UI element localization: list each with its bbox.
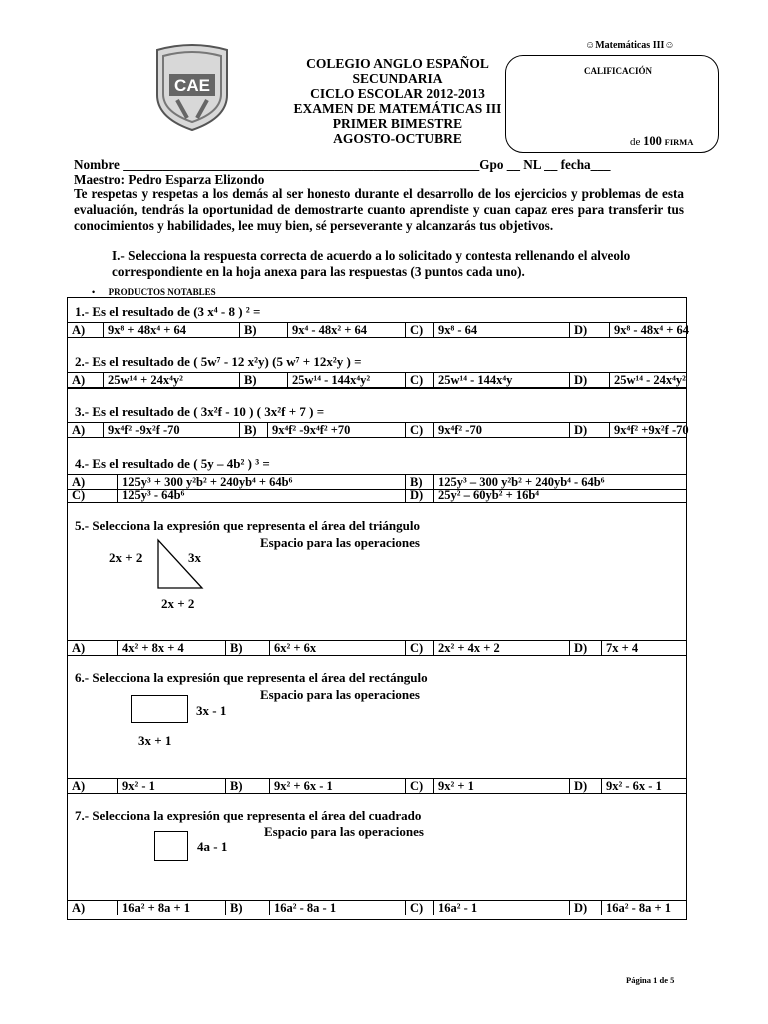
section-title: • PRODUCTOS NOTABLES — [92, 287, 216, 297]
question-2-stem: 2.- Es el resultado de ( 5w⁷ - 12 x²y) (5 w⁷ + 12x²y ) = — [75, 354, 362, 369]
option-d: 9x² - 6x - 1 — [606, 779, 662, 793]
question-4-options-cd: C) 125y³ - 64b⁶ D) 25y² – 60yb² + 16b⁴ — [68, 488, 686, 503]
header-line: PRIMER BIMESTRE — [332, 116, 463, 131]
option-a: 4x² + 8x + 4 — [118, 641, 226, 655]
instructions: I.- Selecciona la respuesta correcta de acuerdo a lo solicitado y contesta rellenando el alveolo correspondiente en la hoja anexa para las respuestas (3 puntos cada uno). — [112, 248, 631, 279]
option-a: 9x⁴f² -9x²f -70 — [104, 423, 240, 437]
question-4-stem: 4.- Es el resultado de ( 5y – 4b² ) ³ = — [75, 456, 270, 471]
smiley-icon: ☺ — [664, 40, 675, 51]
question-6-options: A) 9x² - 1 B) 9x² + 6x - 1 C) 9x² + 1 D) 9x² - 6x - 1 — [68, 778, 686, 794]
option-b: 6x² + 6x — [270, 641, 406, 655]
question-5-options: A) 4x² + 8x + 4 B) 6x² + 6x C) 2x² + 4x + 2 D) 7x + 4 — [68, 640, 686, 656]
rectangle-base-label: 3x + 1 — [138, 733, 172, 748]
option-c: 125y³ - 64b⁶ — [118, 488, 406, 502]
workspace-label: Espacio para las operaciones — [264, 824, 424, 839]
workspace-label: Espacio para las operaciones — [260, 687, 420, 702]
triangle-hyp-label: 3x — [188, 550, 201, 565]
option-a: 25w¹⁴ + 24x⁴y² — [104, 373, 240, 387]
score-line: de 100 FIRMA — [630, 134, 694, 148]
triangle-side-label: 2x + 2 — [109, 550, 143, 565]
question-4-options-ab: A) 125y³ + 300 y²b² + 240yb⁴ + 64b⁶ B) 125y³ – 300 y²b² + 240yb⁴ - 64b⁶ — [68, 474, 686, 490]
option-c: 25w¹⁴ - 144x⁴y — [434, 373, 570, 387]
option-c: 9x² + 1 — [434, 779, 570, 793]
option-c: 2x² + 4x + 2 — [434, 641, 570, 655]
question-3-stem: 3.- Es el resultado de ( 3x²f - 10 ) ( 3x²f + 7 ) = — [75, 404, 325, 419]
option-b: 9x² + 6x - 1 — [270, 779, 406, 793]
option-d: 25y² – 60yb² + 16b⁴ — [438, 488, 540, 502]
option-a: 9x⁸ + 48x⁴ + 64 — [104, 323, 240, 337]
nombre-line: Nombre ______________________________________________________Gpo __ NL __ fecha___ — [74, 157, 611, 172]
question-1-options: A) 9x⁸ + 48x⁴ + 64 B) 9x⁴ - 48x² + 64 C) 9x⁸ - 64 D) 9x⁸ - 48x⁴ + 64 — [68, 322, 686, 338]
question-3-options: A) 9x⁴f² -9x²f -70 B) 9x⁴f² -9x⁴f² +70 C) 9x⁴f² -70 D) 9x⁴f² +9x²f -70 — [68, 422, 686, 438]
question-7-options: A) 16a² + 8a + 1 B) 16a² - 8a - 1 C) 16a² - 1 D) 16a² - 8a + 1 — [68, 900, 686, 915]
rectangle-figure — [131, 695, 188, 723]
grade-box — [505, 55, 719, 153]
maestro-line: Maestro: Pedro Esparza Elizondo — [74, 172, 265, 187]
header-line: SECUNDARIA — [352, 71, 443, 86]
question-2-options: A) 25w¹⁴ + 24x⁴y² B) 25w¹⁴ - 144x⁴y² C) 25w¹⁴ - 144x⁴y D) 25w¹⁴ - 24x⁴y² — [68, 372, 686, 388]
triangle-base-label: 2x + 2 — [161, 596, 195, 611]
option-b: 16a² - 8a - 1 — [270, 901, 406, 915]
rectangle-side-label: 3x - 1 — [196, 703, 227, 718]
intro-paragraph: Te respetas y respetas a los demás al ser honesto durante el desarrollo de los ejercicios y problemas de esta evaluación, tendrás la oportunidad de demostrarte cuanto aprendiste y cuan capaz eres para transferir tus conocimientos y habilidades, lee muy bien, sé perseverante y alcanzarás tus objetivos. — [74, 186, 684, 233]
school-logo — [147, 40, 237, 132]
option-d: 9x⁸ - 48x⁴ + 64 — [614, 323, 690, 337]
questions-frame — [67, 297, 690, 920]
option-d: 25w¹⁴ - 24x⁴y² — [614, 373, 686, 387]
option-b: 25w¹⁴ - 144x⁴y² — [288, 373, 406, 387]
smiley-icon: ☺ — [585, 40, 596, 51]
workspace-label: Espacio para las operaciones — [260, 535, 420, 550]
question-1-stem: 1.- Es el resultado de (3 x⁴ - 8 ) ² = — [75, 304, 261, 319]
option-a: 125y³ + 300 y²b² + 240yb⁴ + 64b⁶ — [118, 475, 406, 489]
option-d: 7x + 4 — [606, 641, 639, 655]
square-figure — [154, 831, 188, 861]
header-line: AGOSTO-OCTUBRE — [333, 131, 462, 146]
option-b: 125y³ – 300 y²b² + 240yb⁴ - 64b⁶ — [438, 475, 605, 489]
logo-text: CAE — [174, 76, 210, 95]
option-c: 16a² - 1 — [434, 901, 570, 915]
square-side-label: 4a - 1 — [197, 839, 228, 854]
option-b: 9x⁴f² -9x⁴f² +70 — [268, 423, 406, 437]
question-7-stem: 7.- Selecciona la expresión que representa el área del cuadrado — [75, 808, 422, 823]
option-d: 16a² - 8a + 1 — [606, 901, 672, 915]
header-line: CICLO ESCOLAR 2012-2013 — [310, 86, 485, 101]
option-c: 9x⁴f² -70 — [434, 423, 570, 437]
calificacion-label: CALIFICACIÓN — [584, 66, 653, 76]
exam-header — [270, 56, 525, 146]
subject-tag: ☺Matemáticas III☺ — [585, 40, 675, 51]
option-a: 9x² - 1 — [118, 779, 226, 793]
header-line: COLEGIO ANGLO ESPAÑOL — [306, 56, 489, 71]
page-number: Página 1 de 5 — [626, 975, 675, 985]
option-c: 9x⁸ - 64 — [434, 323, 570, 337]
question-6-stem: 6.- Selecciona la expresión que representa el área del rectángulo — [75, 670, 428, 685]
header-line: EXAMEN DE MATEMÁTICAS III — [293, 101, 502, 116]
option-d: 9x⁴f² +9x²f -70 — [614, 423, 689, 437]
option-a: 16a² + 8a + 1 — [118, 901, 226, 915]
option-b: 9x⁴ - 48x² + 64 — [288, 323, 406, 337]
question-5-stem: 5.- Selecciona la expresión que representa el área del triángulo — [75, 518, 420, 533]
